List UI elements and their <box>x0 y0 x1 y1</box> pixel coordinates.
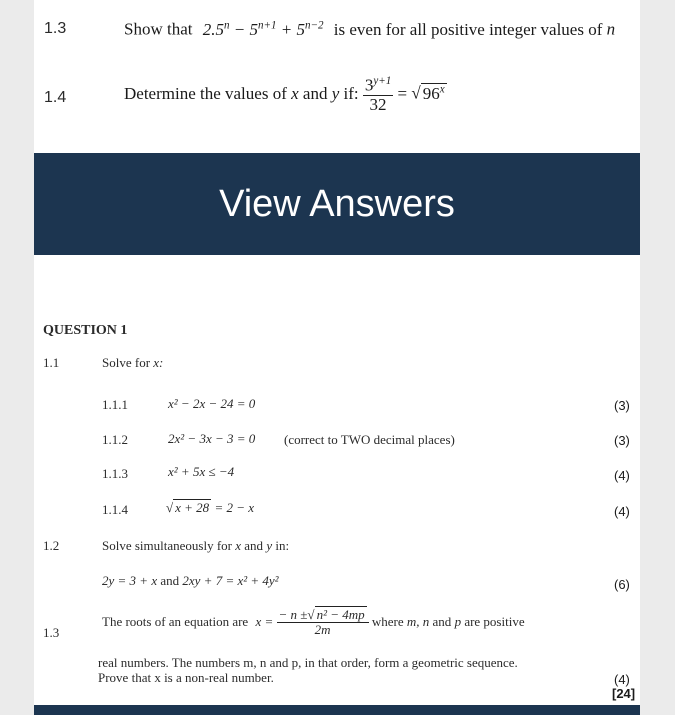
subpart-expression: x² − 2x − 24 = 0 <box>168 396 256 411</box>
expression: $2.5^n - 5^{n+1} + 5^{n-2}$ <box>202 19 324 39</box>
marks: (4) <box>614 504 630 519</box>
q1-1-text: Solve for x: <box>102 355 164 370</box>
square-root: √ 96$^x$ <box>411 83 445 103</box>
fraction: $\frac{3^{y+1}}{32}$ <box>364 75 392 115</box>
subpart-number: 1.1.3 <box>102 466 128 481</box>
subpart-note: (correct to TWO decimal places) <box>284 432 455 447</box>
subpart-expression: 2x² − 3x − 3 = 0 <box>168 431 256 446</box>
marks: (4) <box>614 672 630 687</box>
question-heading: QUESTION 1 <box>43 323 128 338</box>
subpart-expression: x² + 5x ≤ −4 <box>168 464 235 479</box>
question-total: [24] <box>612 686 636 701</box>
q1-3-text: The roots of an equation are x = $\frac{\text{− n ±√ n² − 4mp}}{2m}$ where m, n and p are positive <box>102 607 525 638</box>
marks: (6) <box>614 577 630 592</box>
view-answers-label: View Answers <box>219 182 455 225</box>
q1-1-number: 1.1 <box>43 355 60 370</box>
q1-2-equations: 2y = 3 + x and 2xy + 7 = x² + 4y² <box>102 573 279 588</box>
roots-fraction: $\frac{\text{− n ±√ n² − 4mp}}{2m}$ <box>277 608 369 638</box>
view-answers-button[interactable] <box>34 153 640 255</box>
subpart-number: 1.1.4 <box>102 502 128 517</box>
subpart-number: 1.1.2 <box>102 432 128 447</box>
marks: (3) <box>614 433 630 448</box>
bottom-banner-edge <box>34 705 640 715</box>
question-text: Determine the values of x and y if: $\frac{3^{y+1}}{32}$ = √ 96$^x$ <box>124 75 445 115</box>
q1-3-number: 1.3 <box>43 625 60 640</box>
marks: (4) <box>614 468 630 483</box>
q1-2-text: Solve simultaneously for x and y in: <box>102 538 290 553</box>
question-number: 1.3 <box>44 20 67 37</box>
q1-3-line2: real numbers. The numbers m, n and p, in that order, form a geometric sequence. <box>98 655 518 670</box>
prefix: Show that <box>124 19 193 39</box>
question-number: 1.4 <box>44 89 67 106</box>
q1-2-number: 1.2 <box>43 538 60 553</box>
suffix: is even for all positive integer values of <box>333 19 603 39</box>
q1-3-line3: Prove that x is a non-real number. <box>98 670 274 685</box>
subpart-number: 1.1.1 <box>102 397 128 412</box>
question-text <box>124 19 615 40</box>
marks: (3) <box>614 398 630 413</box>
variable: n <box>606 19 616 39</box>
subpart-expression: √ x + 28 = 2 − x <box>166 500 255 515</box>
